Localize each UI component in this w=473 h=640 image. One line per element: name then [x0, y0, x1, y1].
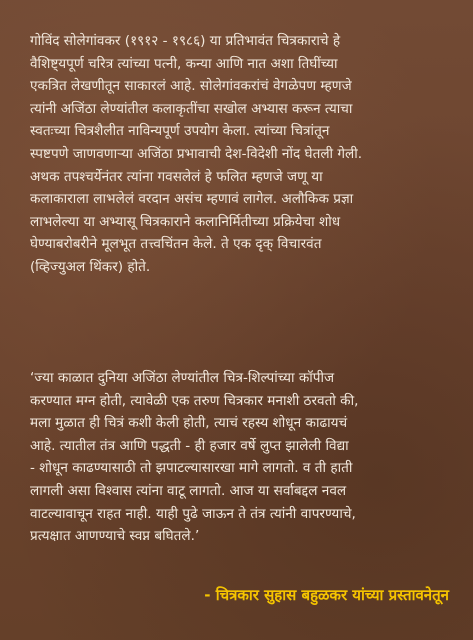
preface-quote-paragraph: ‘ज्या काळात दुनिया अजिंठा लेण्यांतील चित्र-शिल्पांच्या कॉपीज करण्यात मग्न होती, त्यावेळी एक तरुण चित्रकार मनाशी ठरवतो की, मला मुळात ही चित्रं कशी केली होती, त्याचं रहस्य शोधून काढायचं आहे. त्यातील तंत्र आणि पद्धती - ही हजार वर्षे लुप्त झालेली विद्या - शोधून काढण्यासाठी तो झपाटल्यासारखा मागे लागतो. व ती हाती लागली असा विश्वास त्यांना वाटू लागतो. आज या सर्वाबद्दल नवल वाटल्यावाचून राहत नाही. याही पुढे जाऊन ते तंत्र त्यांनी वापरण्याचे, प्रत्यक्षात आणण्याचे स्वप्न बघितले.’ — [30, 370, 359, 545]
biography-summary-paragraph: गोविंद सोलेगांवकर (१९१२ - १९८६) या प्रतिभावंत चित्रकाराचे हे वैशिष्ट्यपूर्ण चरित्र त्यांच्या पत्नी, कन्या आणि नात अशा तिघींच्या एकत्रित लेखणीतून साकारलं आहे. सोलेगांवकरांचं वेगळेपण म्हणजे त्यांनी अजिंठा लेण्यांतील कलाकृतींचा सखोल अभ्यास करून त्याचा स्वतःच्या चित्रशैलीत नाविन्यपूर्ण उपयोग केला. त्यांच्या चित्रांतून स्पष्टपणे जाणवणाऱ्या अजिंठा प्रभावाची देश-विदेशी नोंद घेतली गेली. अथक तपश्चर्येनंतर त्यांना गवसलेलं हे फलित म्हणजे जणू या कलाकाराला लाभलेलं वरदान असंच म्हणावं लागेल. अलौकिक प्रज्ञा लाभलेल्या या अभ्यासू चित्रकाराने कलानिर्मितीच्या प्रक्रियेचा शोध घेण्याबरोबरीने मूलभूत तत्त्वचिंतन केले. ते एक दृक् विचारवंत (व्हिज्युअल थिंकर) होते. — [30, 33, 363, 275]
quote-attribution: - चित्रकार सुहास बहुळकर यांच्या प्रस्तावनेतून — [204, 586, 449, 604]
